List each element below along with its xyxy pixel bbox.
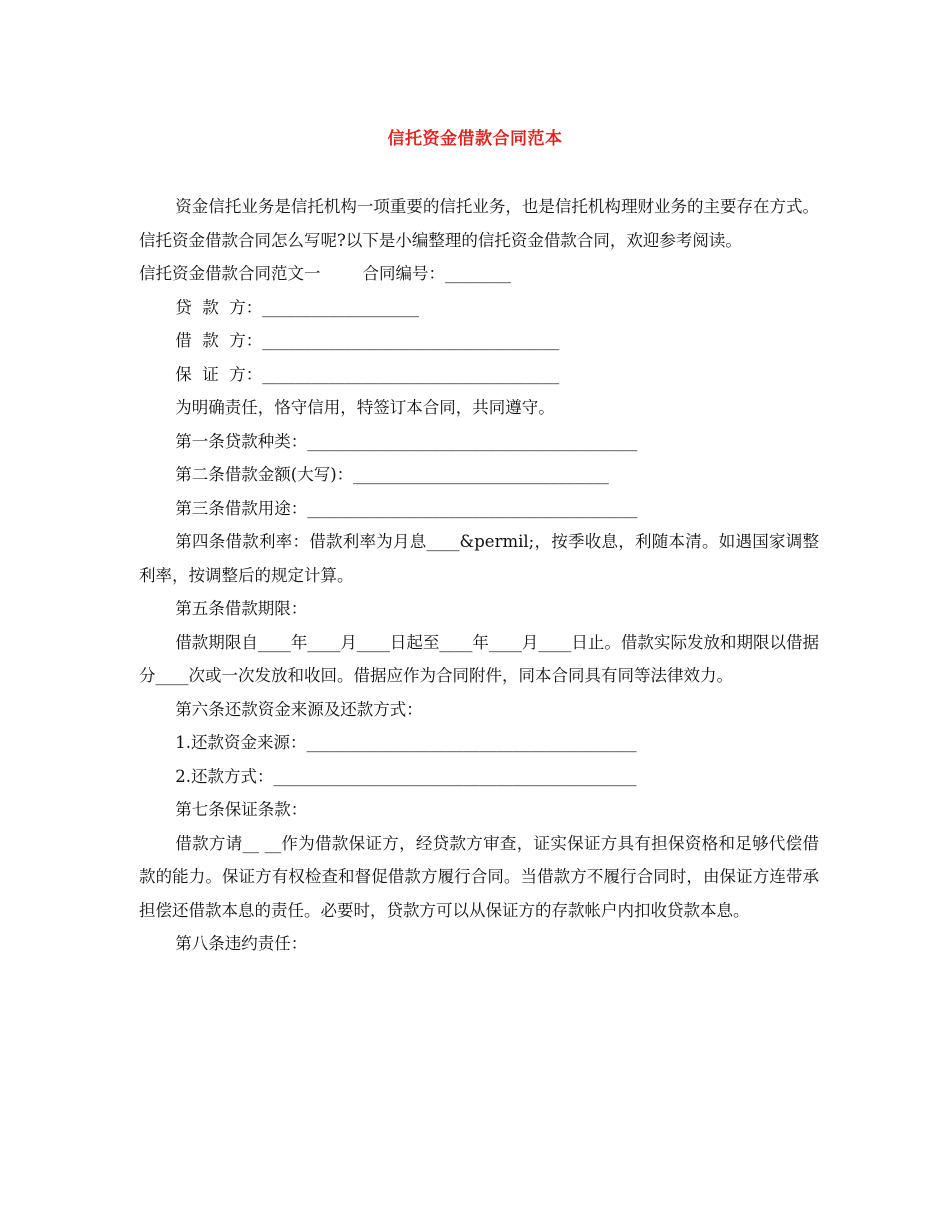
article-7-title: 第七条保证条款： bbox=[175, 800, 308, 819]
document-body bbox=[139, 190, 819, 961]
article-2-line: 第二条借款金额(大写)：_______________________________ bbox=[175, 465, 609, 484]
document-title: 信托资金借款合同范本 bbox=[387, 129, 563, 149]
article-6-title: 第六条还款资金来源及还款方式： bbox=[175, 699, 423, 719]
preamble-paragraph: 为明确责任，恪守信用，特签订本合同，共同遵守。 bbox=[175, 398, 555, 417]
article-4-paragraph: 第四条借款利率：借款利率为月息____&permil;，按季收息，利随本清。如遇国家调整利率，按调整后的规定计算。 bbox=[139, 532, 819, 585]
article-5-paragraph: 借款期限自____年____月____日起至____年____月____日止。借款实际发放和期限以借据分____次或一次发放和收回。借据应作为合同附件，同本合同具有同等法律效力。 bbox=[139, 632, 819, 685]
article-7-paragraph: 借款方请__ __作为借款保证方，经贷款方审查，证实保证方具有担保资格和足够代偿借款的能力。保证方有权检查和督促借款方履行合同。当借款方不履行合同时，由保证方连带承担偿还借款本息的责任。必要时，贷款方可以从保证方的存款帐户内扣收贷款本息。 bbox=[139, 833, 819, 920]
article-6-item-1: 1.还款资金来源：________________________________________ bbox=[175, 733, 637, 752]
article-8-title: 第八条违约责任： bbox=[175, 934, 308, 953]
guarantor-line: 保 证 方：____________________________________ bbox=[175, 364, 560, 384]
article-1-line: 第一条贷款种类：________________________________________ bbox=[175, 431, 638, 451]
intro-paragraph: 资金信托业务是信托机构一项重要的信托业务，也是信托机构理财业务的主要存在方式。信托资金借款合同怎么写呢?以下是小编整理的信托资金借款合同，欢迎参考阅读。 bbox=[139, 197, 819, 250]
article-5-title: 第五条借款期限： bbox=[175, 599, 308, 618]
contract-heading-line: 信托资金借款合同范文一 合同编号：________ bbox=[139, 264, 511, 283]
borrower-line: 借 款 方：____________________________________ bbox=[175, 331, 560, 350]
article-3-line: 第三条借款用途：________________________________________ bbox=[175, 498, 638, 518]
lender-line: 贷 款 方：___________________ bbox=[175, 297, 420, 317]
article-6-item-2: 2.还款方式：____________________________________________ bbox=[175, 766, 637, 786]
